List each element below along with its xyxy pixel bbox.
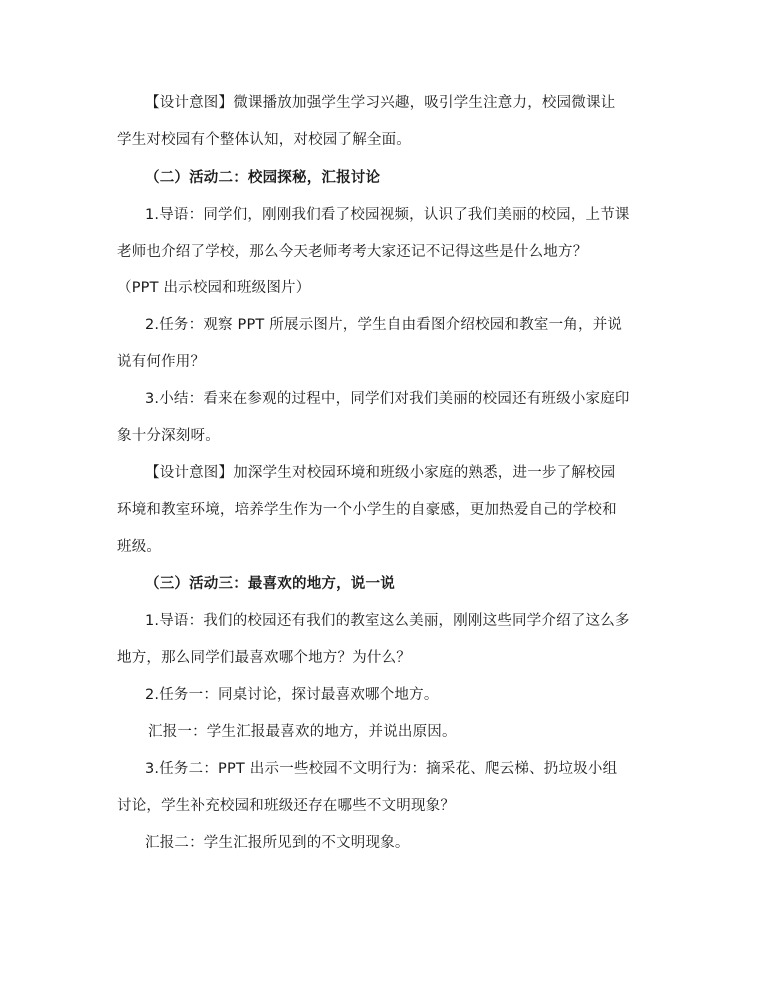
paragraph-line: 学生对校园有个整体认知，对校园了解全面。 [117,132,411,148]
paragraph-line: 环境和教室环境，培养学生作为一个小学生的自豪感，更加热爱自己的学校和 [117,502,617,518]
paragraph-line: 地方，那么同学们最喜欢哪个地方？为什么？ [117,650,411,666]
paragraph-line: 说有何作用？ [117,354,206,370]
paragraph-line: 1.导语：同学们，刚刚我们看了校园视频，认识了我们美丽的校园，上节课 [145,207,630,223]
paragraph-line: 【设计意图】微课播放加强学生学习兴趣，吸引学生注意力，校园微课让 [145,95,616,111]
paragraph-line: （PPT 出示校园和班级图片） [117,280,311,296]
paragraph-line: 老师也介绍了学校，那么今天老师考考大家还记不记得这些是什么地方？ [117,244,588,260]
paragraph-line: 3.任务二：PPT 出示一些校园不文明行为：摘采花、爬云梯、扔垃圾小组 [145,761,618,777]
paragraph-line: 1.导语：我们的校园还有我们的教室这么美丽，刚刚这些同学介绍了这么多 [145,613,630,629]
paragraph-line: 汇报一：学生汇报最喜欢的地方，并说出原因。 [148,724,457,740]
paragraph-line: 讨论，学生补充校园和班级还存在哪些不文明现象？ [117,798,456,814]
paragraph-line: 3.小结：看来在参观的过程中，同学们对我们美丽的校园还有班级小家庭印 [145,391,630,407]
paragraph-line: 班级。 [117,539,162,555]
paragraph-line: 汇报二：学生汇报所见到的不文明现象。 [145,835,410,851]
paragraph-line: 象十分深刻呀。 [117,428,220,444]
section-heading: （二）活动二：校园探秘，汇报讨论 [145,170,381,186]
paragraph-line: 2.任务：观察 PPT 所展示图片，学生自由看图介绍校园和教室一角，并说 [145,317,623,333]
paragraph-line: 2.任务一：同桌讨论，探讨最喜欢哪个地方。 [145,687,439,703]
section-heading: （三）活动三：最喜欢的地方，说一说 [145,576,395,592]
paragraph-line: 【设计意图】加深学生对校园环境和班级小家庭的熟悉，进一步了解校园 [145,465,616,481]
